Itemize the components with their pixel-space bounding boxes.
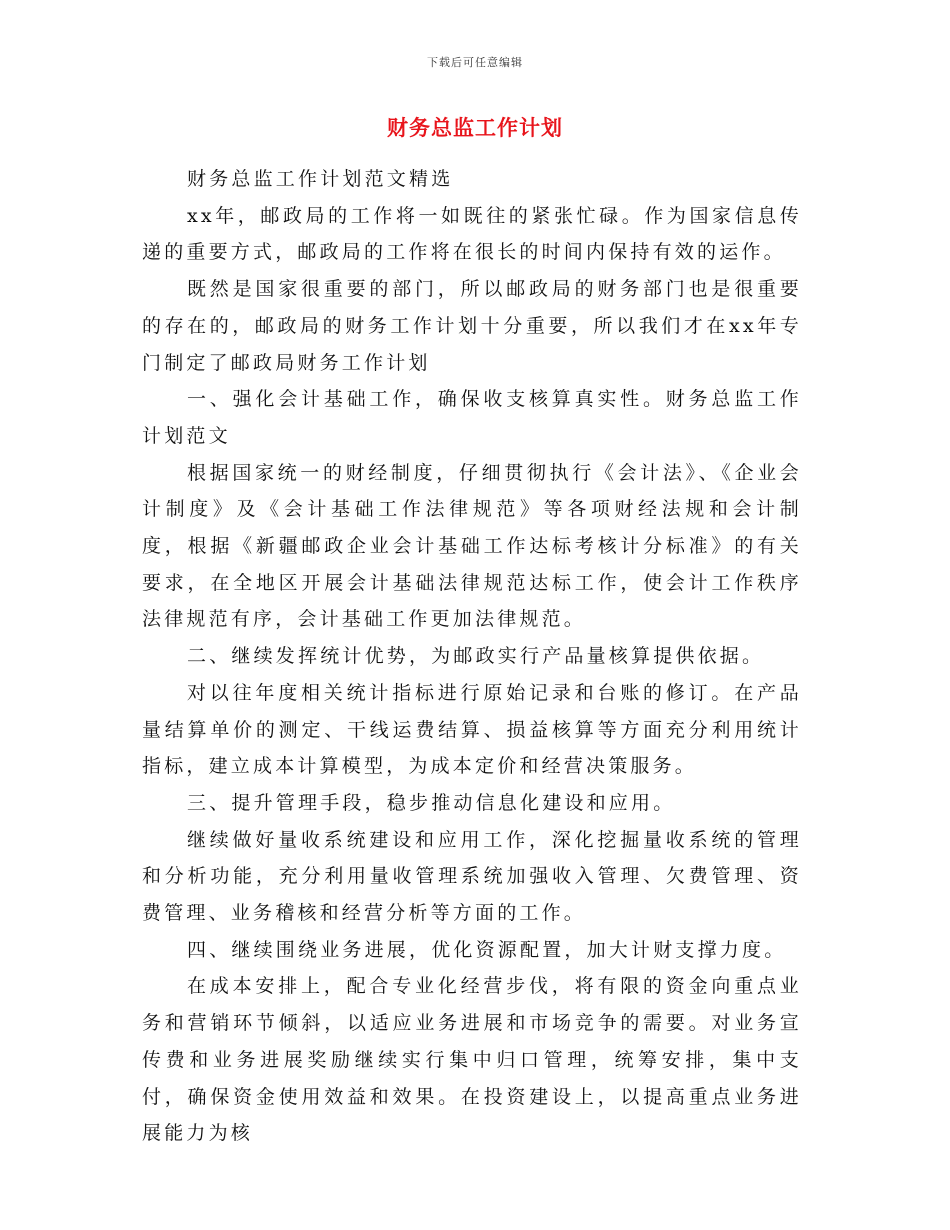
- paragraph: 既然是国家很重要的部门，所以邮政局的财务部门也是很重要的存在的，邮政局的财务工作计划十分重要，所以我们才在xx年专门制定了邮政局财务工作计划: [142, 278, 802, 374]
- paragraph: 继续做好量收系统建设和应用工作，深化挖掘量收系统的管理和分析功能，充分利用量收管理系统加强收入管理、欠费管理、资费管理、业务稽核和经营分析等方面的工作。: [142, 828, 802, 925]
- section-heading-4: 四、继续围绕业务进展，优化资源配置，加大计财支撑力度。: [187, 938, 787, 961]
- paragraph: 在成本安排上，配合专业化经营步伐，将有限的资金向重点业务和营销环节倾斜，以适应业务进展和市场竞争的需要。对业务宣传费和业务进展奖励继续实行集中归口管理，统筹安排，集中支付，确保资金使用效益和效果。在投资建设上，以提高重点业务进展能力为核: [142, 975, 802, 1145]
- document-body: [142, 161, 802, 1152]
- paragraph-subtitle: 财务总监工作计划范文精选: [187, 168, 454, 190]
- paragraph: 根据国家统一的财经制度，仔细贯彻执行《会计法》、《企业会计制度》及《会计基础工作法律规范》等各项财经法规和会计制度，根据《新疆邮政企业会计基础工作达标考核计分标准》的有关要求，在全地区开展会计基础法律规范达标工作，使会计工作秩序法律规范有序，会计基础工作更加法律规范。: [142, 461, 802, 631]
- section-heading-2: 二、继续发挥统计优势，为邮政实行产品量核算提供依据。: [187, 645, 765, 668]
- section-heading-1: 一、强化会计基础工作，确保收支核算真实性。财务总监工作计划范文: [142, 388, 802, 447]
- header-note: 下载后可任意编辑: [427, 56, 523, 69]
- paragraph: 对以往年度相关统计指标进行原始记录和台账的修订。在产品量结算单价的测定、干线运费结算、损益核算等方面充分利用统计指标，建立成本计算模型，为成本定价和经营决策服务。: [142, 681, 802, 778]
- document-title: 财务总监工作计划: [387, 115, 563, 140]
- paragraph: xx年，邮政局的工作将一如既往的紧张忙碌。作为国家信息传递的重要方式，邮政局的工作将在很长的时间内保持有效的运作。: [142, 204, 802, 264]
- section-heading-3: 三、提升管理手段，稳步推动信息化建设和应用。: [187, 791, 676, 814]
